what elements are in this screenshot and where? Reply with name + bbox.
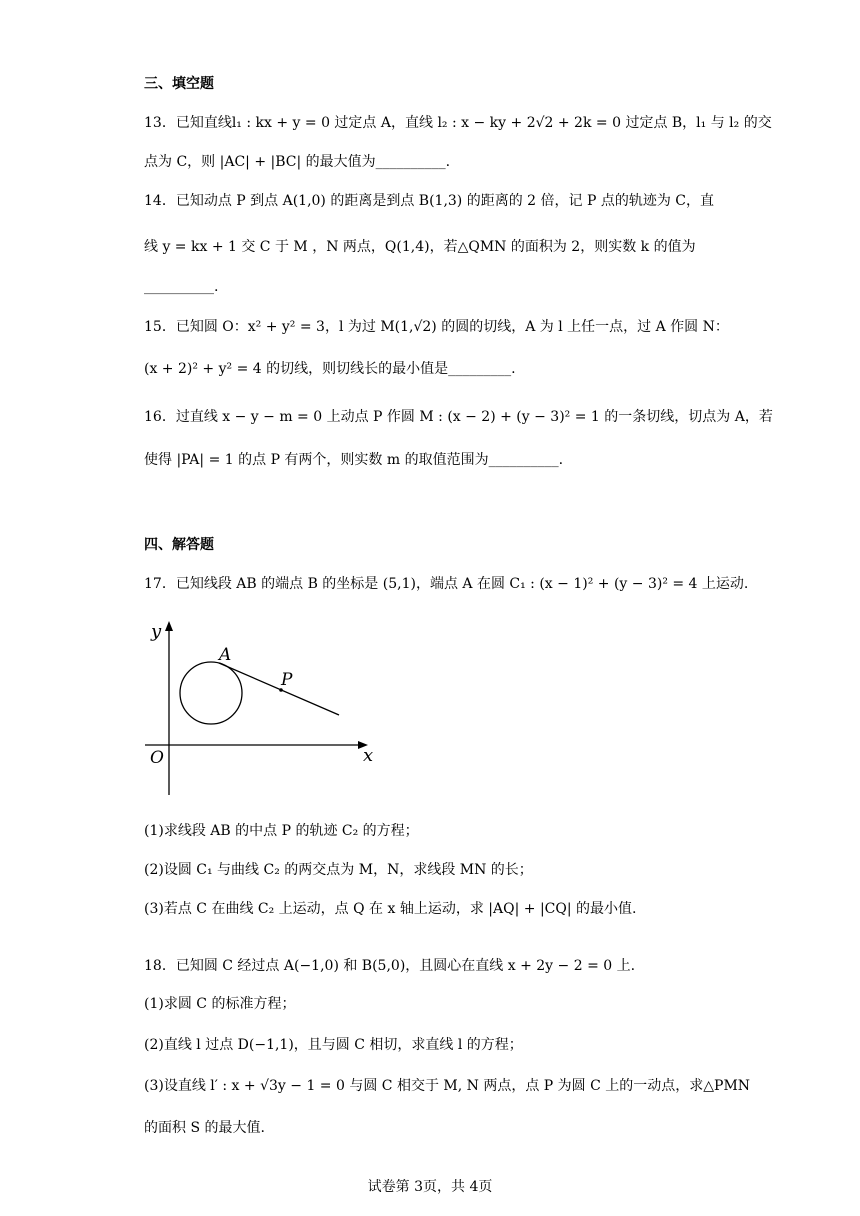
q15-line1: 15．已知圆 O：x² + y² = 3，l 为过 M(1,√2) 的圆的切线，A 为 l 上任一点，过 A 作圆 N：: [144, 319, 729, 335]
q16-line2: 使得 |PA| = 1 的点 P 有两个，则实数 m 的取值范围为__________.: [144, 452, 564, 468]
q18-part2: (2)直线 l 过点 D(−1,1)，且与圆 C 相切，求直线 l 的方程；: [144, 1037, 523, 1053]
q18-line1: 18．已知圆 C 经过点 A(−1,0) 和 B(5,0)，且圆心在直线 x + 2y − 2 = 0 上.: [144, 958, 636, 974]
q14-line1: 14．已知动点 P 到点 A(1,0) 的距离是到点 B(1,3) 的距离的 2 倍，记 P 点的轨迹为 C，直: [144, 193, 714, 209]
section-title-answer: 四、解答题: [144, 537, 214, 553]
q13-line2: 点为 C，则 |AC| + |BC| 的最大值为__________.: [144, 154, 451, 170]
q16-line1: 16．过直线 x − y − m = 0 上动点 P 作圆 M : (x − 2) + (y − 3)² = 1 的一条切线，切点为 A，若: [144, 409, 773, 425]
label-a: A: [219, 645, 232, 665]
q18-part3-line1: (3)设直线 l′ : x + √3y − 1 = 0 与圆 C 相交于 M, N 两点，点 P 为圆 C 上的一动点，求△PMN: [144, 1078, 751, 1094]
segment-ab: [219, 663, 339, 715]
section-title-fill-blank: 三、填空题: [144, 76, 214, 92]
label-x: x: [363, 745, 374, 766]
q17-line1: 17．已知线段 AB 的端点 B 的坐标是 (5,1)，端点 A 在圆 C₁ : (x − 1)² + (y − 3)² = 4 上运动.: [144, 576, 749, 592]
q18-part1: (1)求圆 C 的标准方程；: [144, 996, 296, 1012]
label-y: y: [151, 621, 162, 642]
q15-line2: (x + 2)² + y² = 4 的切线，则切线长的最小值是_________.: [144, 361, 516, 377]
q17-figure: [140, 615, 380, 800]
q17-part2: (2)设圆 C₁ 与曲线 C₂ 的两交点为 M，N，求线段 MN 的长；: [144, 862, 533, 878]
label-o: O: [150, 748, 164, 768]
q17-part1: (1)求线段 AB 的中点 P 的轨迹 C₂ 的方程；: [144, 823, 419, 839]
circle-c1: [180, 662, 242, 724]
q18-part3-line2: 的面积 S 的最大值.: [144, 1120, 265, 1136]
q13-line1: 13．已知直线l₁ : kx + y = 0 过定点 A，直线 l₂ : x − ky + 2√2 + 2k = 0 过定点 B，l₁ 与 l₂ 的交: [144, 115, 772, 131]
y-axis-arrow: [165, 621, 173, 631]
q17-part3: (3)若点 C 在曲线 C₂ 上运动，点 Q 在 x 轴上运动，求 |AQ| + |CQ| 的最小值.: [144, 901, 637, 917]
q14-line3: __________.: [144, 279, 219, 295]
page-footer: 试卷第 3页，共 4页: [367, 1179, 493, 1195]
q14-line2: 线 y = kx + 1 交 C 于 M ，N 两点，Q(1,4)，若△QMN 的面积为 2，则实数 k 的值为: [144, 239, 696, 255]
label-p: P: [281, 670, 293, 690]
